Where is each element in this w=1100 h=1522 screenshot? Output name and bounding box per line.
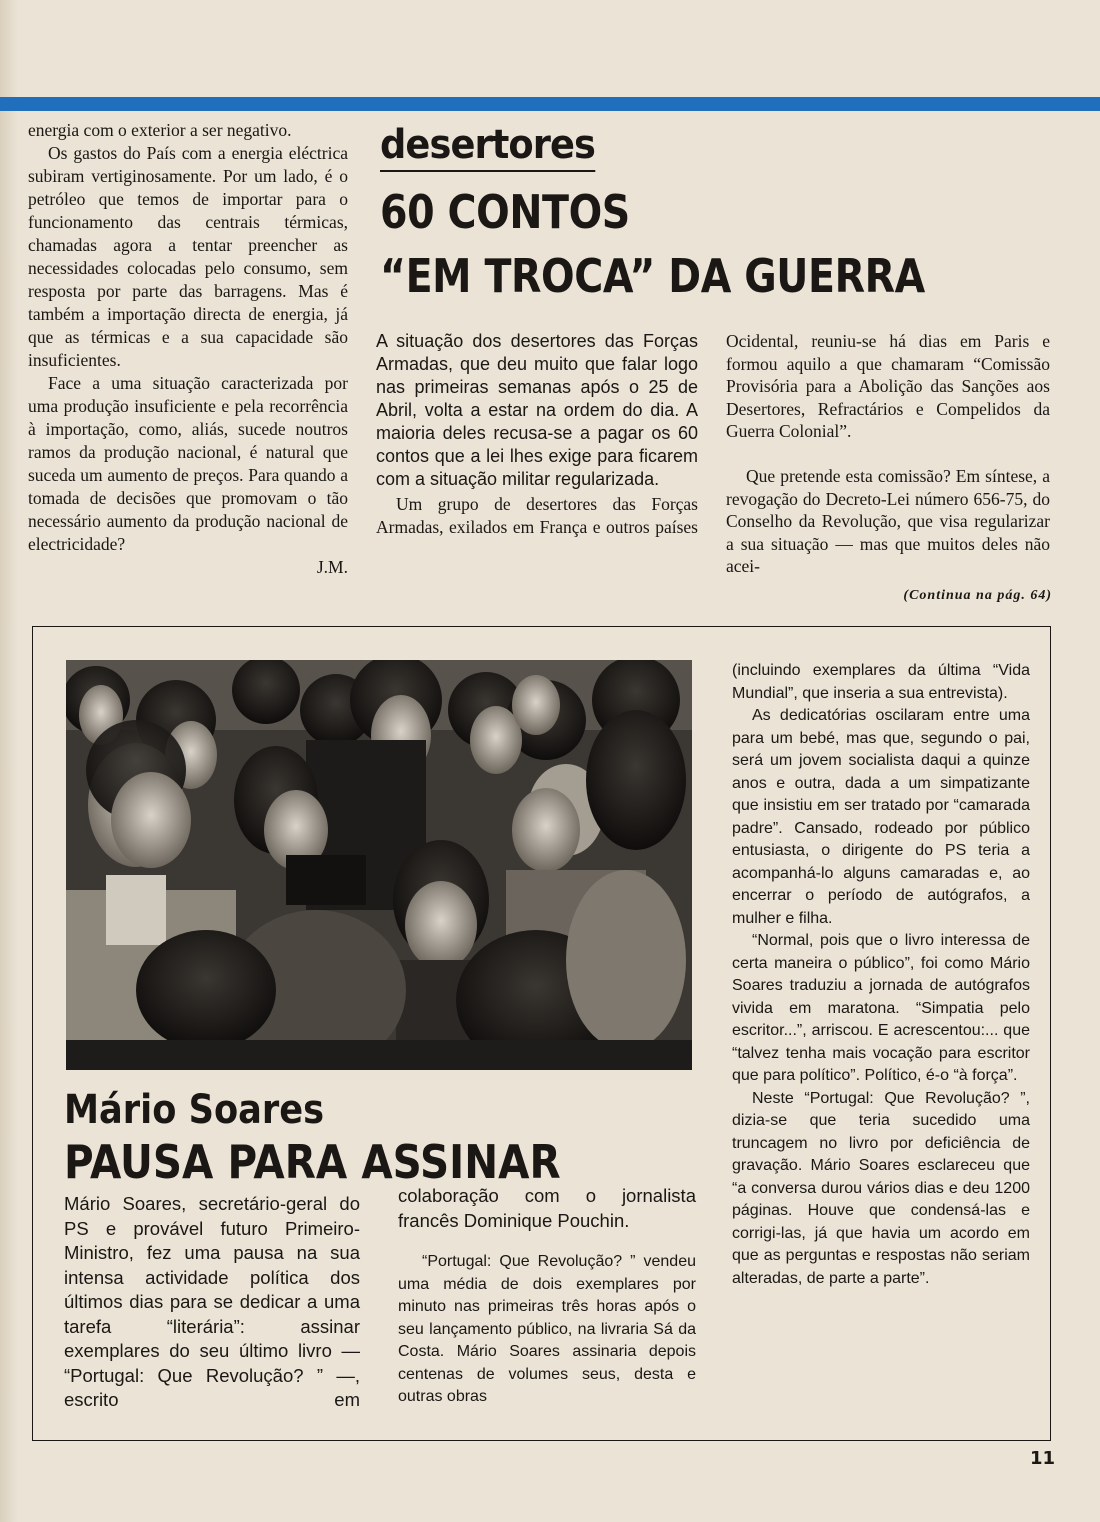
headline-line: “EM TROCA” DA GUERRA [380, 249, 925, 303]
deserters-paragraph: Que pretende esta comissão? Em síntese, a revogação do Decreto-Lei número 656-75, do Conselho da Revolução, que visa regularizar a sua situação — mas que muitos deles não acei- [726, 466, 1050, 576]
soares-title-line: PAUSA PARA ASSINAR [64, 1135, 561, 1189]
crowd-photo-image [66, 660, 692, 1070]
soares-paragraph: As dedicatórias oscilaram entre uma para um bebé, mas que, segundo o pai, será um jovem socialista daqui a quinze anos e outra, dada a um simpatizante que insistiu em ser tratado por “camarada padre”. Cansado, rodeado por público entusiasta, o dirigente do PS teria a acompanhá-lo alguns camaradas e, ao encerrar o período de autógrafos, a mulher e filha. [732, 707, 1030, 927]
deserters-headline [380, 180, 982, 308]
crowd-photo [66, 660, 692, 1070]
soares-paragraph: “Portugal: Que Revolução? ” vendeu uma média de dois exemplares por minuto nas primeiras três horas após o seu lançamento público, na livraria Sá da Costa. Mário Soares assinaria depois centenas de volumes seus, desta e outras obras [398, 1253, 696, 1405]
energy-article [28, 119, 348, 579]
soares-title-line: Mário Soares [64, 1087, 325, 1133]
page-gutter [0, 0, 18, 1522]
top-accent-bar [0, 97, 1100, 111]
deserters-kicker: desertores [380, 122, 595, 172]
deserters-paragraph-continued: Ocidental, reuniu-se há dias em Paris e formou aquilo a que chamaram “Comissão Provisória para a Abolição das Sanções aos Desertores, Refractários e Compelidos da Guerra Colonial”. [726, 331, 1050, 441]
soares-paragraph: (incluindo exemplares da última “Vida Mundial”, que inseria a sua entrevista). [732, 662, 1030, 702]
soares-lead-continued: colaboração com o jornalista francês Dominique Pouchin. [398, 1185, 696, 1231]
energy-signature: J.M. [316, 557, 348, 577]
energy-paragraph: energia com o exterior a ser negativo. [28, 120, 292, 140]
page-number: 11 [1030, 1448, 1056, 1469]
soares-column-2 [398, 1184, 696, 1409]
soares-paragraph: Neste “Portugal: Que Revolução? ”, dizia-se que teria sucedido uma truncagem no livro por deficiência de gravação. Mário Soares esclareceu que “a conversa durou vários dias e deu 1200 páginas. Houve que condensá-las e corrigi-las, já que havia um acordo em que as perguntas e respostas não seriam alteradas, de parte a parte”. [732, 1089, 1030, 1287]
deserters-column-1 [376, 330, 698, 539]
soares-paragraph: “Normal, pois que o livro interessa de certa maneira o público”, foi como Mário Soares traduziu a jornada de autógrafos vivida em maratona. “Simpatia pelo escritor...”, arriscou. E acrescentou:... que “talvez tenha mais vocação para escritor que para político”. Político, é-o “à força”. [732, 932, 1030, 1084]
soares-title [64, 1086, 627, 1189]
soares-column-1 [64, 1192, 360, 1413]
headline-line: 60 CONTOS [380, 185, 630, 239]
soares-column-3 [732, 660, 1030, 1290]
continued-note: (Continua na pág. 64) [903, 588, 1052, 603]
energy-paragraph: Os gastos do País com a energia eléctrica subiram vertiginosamente. Por um lado, é o petróleo que temos de importar para o funcionamento das centrais térmicas, chamadas agora a tentar preencher as necessidades colocadas pelo consumo, sem resposta por parte das barragens. Mas é também a importação directa de energia, já que as térmicas e a sua capacidade são insuficientes. [28, 143, 348, 370]
deserters-lead: A situação dos desertores das Forças Armadas, que deu muito que falar logo nas primeiras semanas após o 25 de Abril, volta a estar na ordem do dia. A maioria deles recusa-se a pagar os 60 contos que a lei lhes exige para ficarem com a situação militar regularizada. [376, 331, 698, 489]
deserters-paragraph: Um grupo de desertores das Forças Armadas, exilados em França e outros países [376, 494, 698, 537]
energy-paragraph: Face a uma situação caracterizada por uma produção insuficiente e pela recorrência à importação, como, aliás, sucede noutros ramos da produção nacional, é natural que suceda um aumento de preços. Para quando a tomada de decisões que promovam o tão necessário aumento da produção nacional de electricidade? [28, 373, 348, 554]
soares-lead: Mário Soares, secretário-geral do PS e provável futuro Primeiro-Ministro, fez uma pausa na sua intensa actividade política dos últimos dias para se dedicar a uma tarefa “literária”: assinar exemplares do seu último livro — “Portugal: Que Revolução? ” —, escrito em [64, 1193, 360, 1410]
deserters-column-2 [726, 330, 1050, 578]
